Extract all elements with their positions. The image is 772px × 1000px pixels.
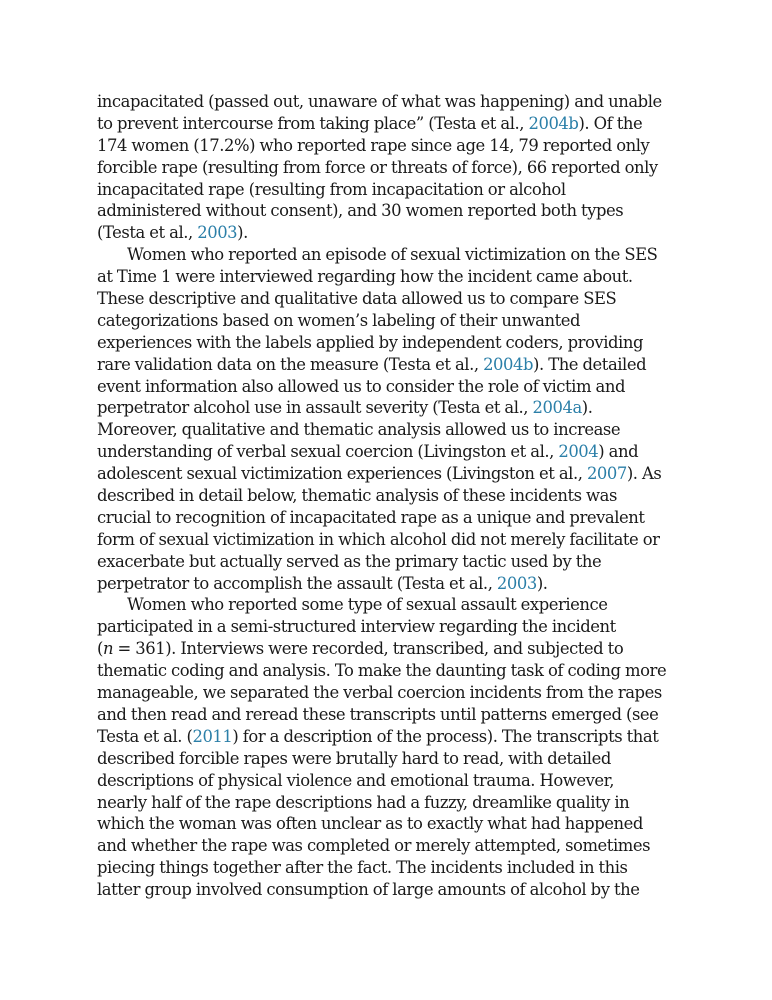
text-line	[97, 332, 689, 354]
text-line	[97, 726, 689, 748]
paragraph	[97, 244, 689, 594]
text-run: rare validation data on the measure (Testa et al.,	[97, 354, 484, 374]
text-run: categorizations based on women’s labeling of their unwanted	[97, 310, 581, 330]
text-line	[97, 616, 689, 638]
text-run: Testa et al. (	[97, 726, 193, 746]
text-line	[97, 529, 689, 551]
text-run: These descriptive and qualitative data allowed us to compare SES	[97, 289, 617, 309]
text-run: Women who reported an episode of sexual victimization on the SES	[127, 245, 658, 265]
text-run: and whether the rape was completed or merely attempted, sometimes	[97, 836, 651, 856]
text-run: Moreover, qualitative and thematic analysis allowed us to increase	[97, 420, 621, 440]
text-run: administered without consent), and 30 women reported both types	[97, 201, 624, 221]
text-run: ). Of the	[578, 113, 643, 133]
text-run: exacerbate but actually served as the primary tactic used by the	[97, 551, 602, 571]
text-line	[97, 419, 689, 441]
text-run: perpetrator to accomplish the assault (Testa et al.,	[97, 573, 497, 593]
paragraph	[97, 594, 689, 900]
text-run: participated in a semi-structured interview regarding the incident	[97, 617, 616, 637]
text-run: form of sexual victimization in which alcohol did not merely facilitate or	[97, 529, 660, 549]
citation-link[interactable]: 2004b	[483, 354, 534, 374]
text-line	[97, 179, 689, 201]
text-line	[97, 660, 689, 682]
text-line	[97, 463, 689, 485]
text-run: piecing things together after the fact. The incidents included in this	[97, 858, 628, 878]
text-line	[97, 266, 689, 288]
text-run: manageable, we separated the verbal coercion incidents from the rapes	[97, 683, 662, 703]
text-run: incapacitated rape (resulting from incapacitation or alcohol	[97, 179, 566, 199]
text-run: understanding of verbal sexual coercion (Livingston et al.,	[97, 442, 559, 462]
text-run: incapacitated (passed out, unaware of what was happening) and unable	[97, 92, 662, 111]
text-line	[97, 157, 689, 179]
citation-link[interactable]: 2003	[496, 573, 537, 593]
text-run: to prevent intercourse from taking place” (Testa et al.,	[97, 113, 529, 133]
text-run: which the woman was often unclear as to exactly what had happened	[97, 814, 643, 834]
text-run: (	[97, 639, 103, 659]
text-line	[97, 704, 689, 726]
text-line	[97, 397, 689, 419]
text-run: perpetrator alcohol use in assault severity (Testa et al.,	[97, 398, 533, 418]
text-line	[97, 200, 689, 222]
text-line	[97, 310, 689, 332]
text-line	[97, 485, 689, 507]
text-line	[97, 507, 689, 529]
text-run: thematic coding and analysis. To make the daunting task of coding more	[97, 661, 667, 681]
text-run: latter group involved consumption of large amounts of alcohol by the	[97, 880, 640, 900]
citation-link[interactable]: 2011	[192, 726, 233, 746]
text-run: adolescent sexual victimization experiences (Livingston et al.,	[97, 464, 587, 484]
text-line	[97, 879, 689, 901]
text-line	[97, 91, 689, 113]
text-run: nearly half of the rape descriptions had a fuzzy, dreamlike quality in	[97, 792, 630, 812]
document-page	[97, 91, 689, 901]
text-line	[97, 288, 689, 310]
text-run: ). As	[626, 464, 662, 484]
text-run: ).	[581, 398, 593, 418]
text-run: Women who reported some type of sexual assault experience	[127, 595, 608, 615]
text-line	[97, 682, 689, 704]
text-line	[97, 770, 689, 792]
text-run: event information also allowed us to consider the role of victim and	[97, 376, 625, 396]
citation-link[interactable]: 2004a	[532, 398, 582, 418]
text-run: described forcible rapes were brutally hard to read, with detailed	[97, 748, 611, 768]
text-line	[97, 354, 689, 376]
text-line	[97, 573, 689, 595]
text-run: crucial to recognition of incapacitated rape as a unique and prevalent	[97, 507, 645, 527]
text-run: ) and	[598, 442, 639, 462]
text-run: ).	[237, 223, 248, 243]
text-line	[97, 638, 689, 660]
text-run: 174 women (17.2%) who reported rape since age 14, 79 reported only	[97, 135, 650, 155]
text-line	[97, 244, 689, 266]
text-line	[97, 222, 689, 244]
text-run: (Testa et al.,	[97, 223, 198, 243]
citation-link[interactable]: 2003	[197, 223, 238, 243]
text-line	[97, 594, 689, 616]
text-line	[97, 835, 689, 857]
text-run: described in detail below, thematic analysis of these incidents was	[97, 486, 617, 506]
italic-symbol: n	[102, 639, 114, 659]
paragraph	[97, 91, 689, 244]
text-run: = 361). Interviews were recorded, transcribed, and subjected to	[113, 639, 624, 659]
text-run: and then read and reread these transcripts until patterns emerged (see	[97, 704, 659, 724]
text-run: ).	[536, 573, 548, 593]
text-line	[97, 748, 689, 770]
citation-link[interactable]: 2004	[558, 442, 599, 462]
text-line	[97, 813, 689, 835]
text-line	[97, 135, 689, 157]
text-run: ). The detailed	[533, 354, 647, 374]
text-line	[97, 551, 689, 573]
text-line	[97, 113, 689, 135]
citation-link[interactable]: 2004b	[528, 113, 579, 133]
text-line	[97, 857, 689, 879]
text-run: forcible rape (resulting from force or threats of force), 66 reported only	[97, 157, 658, 177]
text-line	[97, 441, 689, 463]
text-run: at Time 1 were interviewed regarding how the incident came about.	[97, 267, 633, 287]
text-run: descriptions of physical violence and emotional trauma. However,	[97, 770, 614, 790]
text-run: experiences with the labels applied by independent coders, providing	[97, 332, 643, 352]
text-line	[97, 792, 689, 814]
citation-link[interactable]: 2007	[586, 464, 627, 484]
text-run: ) for a description of the process). The transcripts that	[232, 726, 659, 746]
text-line	[97, 376, 689, 398]
